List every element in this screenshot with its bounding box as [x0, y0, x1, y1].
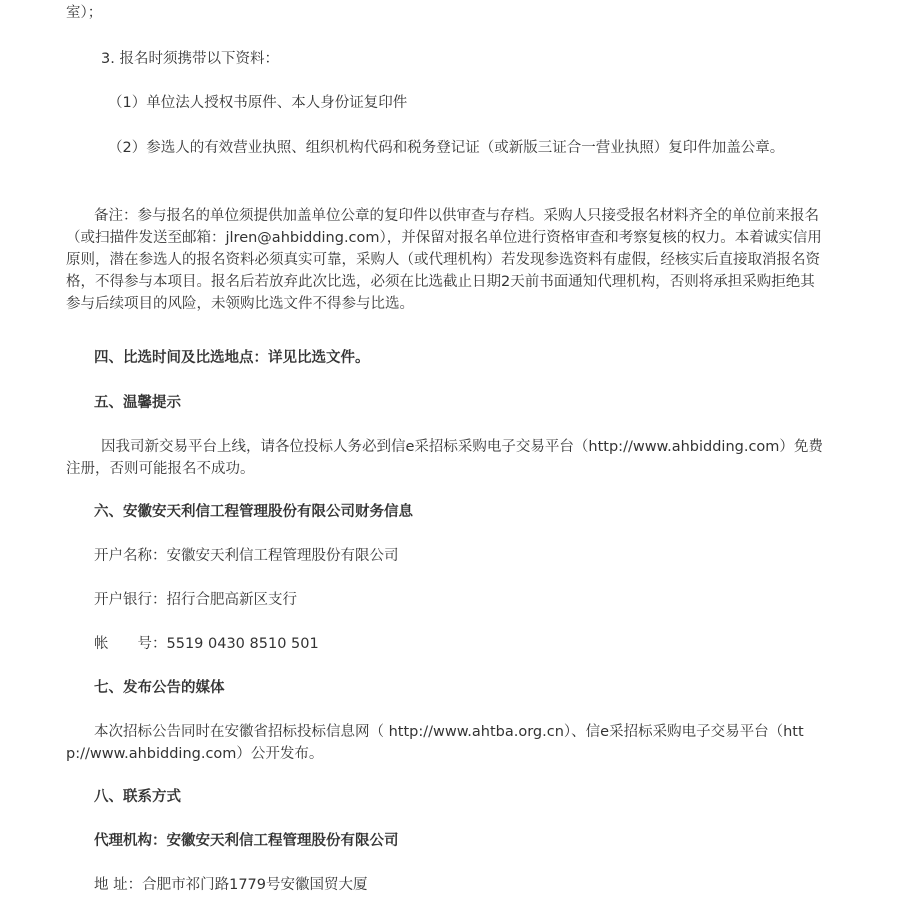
tip-paragraph: 因我司新交易平台上线，请各位投标人务必到信e采招标采购电子交易平台（http://www.ahbidding.com）免费注册，否则可能报名不成功。: [66, 439, 823, 477]
list-item-requirement: 3. 报名时须携带以下资料：: [101, 51, 279, 67]
list-item-document-2: （2）参选人的有效营业执照、组织机构代码和税务登记证（或新版三证合一营业执照）复印件加盖公章。: [108, 140, 785, 156]
remarks-paragraph: 备注：参与报名的单位须提供加盖单位公章的复印件以供审查与存档。采购人只接受报名材料齐全的单位前来报名（或扫描件发送至邮箱：jlren@ahbidding.com），并保留对报名单位进行资格审查和考察复核的权力。本着诚实信用原则，潜在参选人的报名资料必须真实可靠，采购人（或代理机构）若发现参选资料有虚假，经核实后直接取消报名资格，不得参与本项目。报名后若放弃此次比选，必须在比选截止日期2天前书面通知代理机构，否则将承担采购拒绝其参与后续项目的风险，未领购比选文件不得参与比选。: [66, 208, 822, 312]
account-bank: 开户银行：招行合肥高新区支行: [94, 592, 297, 608]
section-heading-7: 七、发布公告的媒体: [94, 680, 225, 696]
list-item-document-1: （1）单位法人授权书原件、本人身份证复印件: [108, 95, 408, 111]
section-heading-4: 四、比选时间及比选地点：详见比选文件。: [94, 350, 370, 366]
agency-address: 地 址：合肥市祁门路1779号安徽国贸大厦: [94, 877, 368, 893]
account-number: 帐 号：5519 0430 8510 501: [94, 636, 319, 652]
section-heading-6: 六、安徽安天利信工程管理股份有限公司财务信息: [94, 504, 413, 520]
text-paragraph: 室）；: [66, 5, 103, 21]
agency-name: 代理机构：安徽安天利信工程管理股份有限公司: [94, 833, 399, 849]
account-name: 开户名称：安徽安天利信工程管理股份有限公司: [94, 548, 399, 564]
media-paragraph: 本次招标公告同时在安徽省招标投标信息网（ http://www.ahtba.org.cn）、信e采招标采购电子交易平台（http://www.ahbidding.com）公开发布。: [66, 724, 804, 762]
section-heading-5: 五、温馨提示: [94, 395, 181, 411]
section-heading-8: 八、联系方式: [94, 789, 181, 805]
